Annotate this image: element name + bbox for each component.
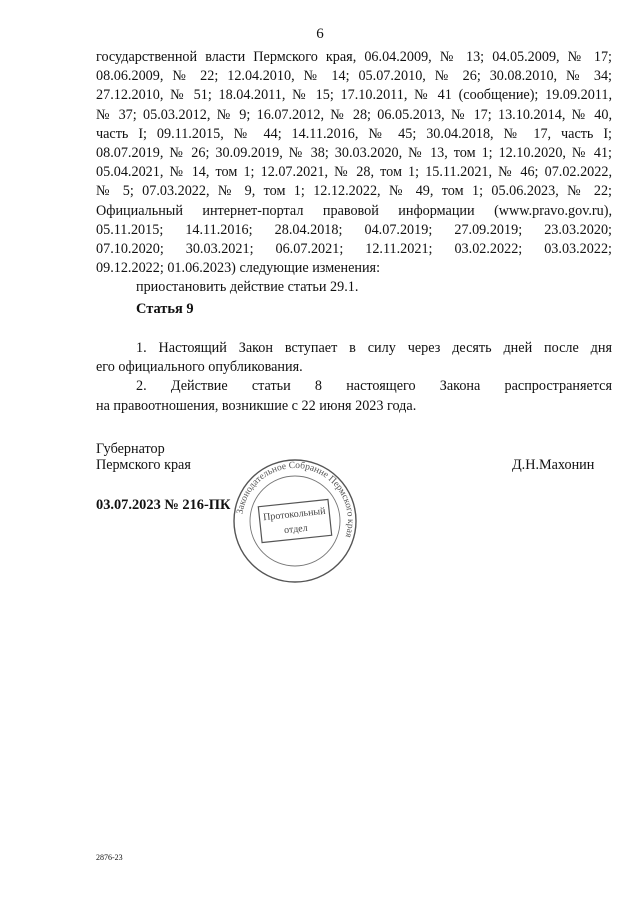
article-item: 1. Настоящий Закон вступает в силу через десять дней после дня bbox=[136, 340, 612, 356]
text-line: государственной власти Пермского края, 06.04.2009, № 13; 04.05.2009, № 17; bbox=[96, 49, 612, 65]
article-item: на правоотношения, возникшие с 22 июня 2023 года. bbox=[96, 397, 417, 414]
article-item: 2. Действие статьи 8 настоящего Закона распространяется bbox=[136, 378, 612, 395]
text-line: 09.12.2022; 01.06.2023) следующие изменения: bbox=[96, 260, 381, 277]
text-line: № 5; 07.03.2022, № 9, том 1; 12.12.2022, № 49, том 1; 05.06.2023, № 22; bbox=[96, 183, 612, 200]
text-line: 08.07.2019, № 26; 30.09.2019, № 38; 30.03.2020, № 13, том 1; 12.10.2020, № 41; bbox=[96, 144, 612, 161]
footer-code: 2876-23 bbox=[96, 853, 123, 862]
text-line: 05.11.2015; 14.11.2016; 28.04.2018; 04.07.2019; 27.09.2019; 23.03.2020; bbox=[96, 221, 612, 238]
signature-title-line: Губернатор bbox=[96, 441, 165, 457]
article-heading: Статья 9 bbox=[136, 301, 194, 317]
text-line: № 37; 05.03.2012, № 9; 16.07.2012, № 28; 06.05.2013, № 17; 13.10.2014, № 40, bbox=[96, 106, 612, 123]
text-line: 07.10.2020; 30.03.2021; 06.07.2021; 12.11.2021; 03.02.2022; 03.03.2022; bbox=[96, 240, 612, 257]
text-line: 27.12.2010, № 51; 18.04.2011, № 15; 17.10.2011, № 41 (сообщение); 19.09.2011, bbox=[96, 87, 612, 104]
amendment-paragraph bbox=[96, 48, 612, 297]
text-line: 08.06.2009, № 22; 12.04.2010, № 14; 05.07.2010, № 26; 30.08.2010, № 34; bbox=[96, 68, 612, 85]
text-line: Официальный интернет-портал правовой информации (www.pravo.gov.ru), bbox=[96, 202, 612, 219]
stamp-inner-line: Протокольный bbox=[262, 505, 326, 524]
article-body bbox=[96, 339, 612, 416]
stamp-inner-line: отдел bbox=[283, 522, 309, 537]
text-line: приостановить действие статьи 29.1. bbox=[136, 279, 359, 296]
page-number: 6 bbox=[316, 26, 324, 42]
signature-title bbox=[96, 441, 191, 473]
article-item: его официального опубликования. bbox=[96, 359, 303, 376]
signature-name: Д.Н.Махонин bbox=[512, 457, 595, 473]
stamp-seal bbox=[232, 458, 358, 584]
stamp-outer-textpath: Законодательное Собрание Пермского края bbox=[235, 460, 356, 539]
text-line: часть I; 09.11.2015, № 44; 14.11.2016, № 45; 30.04.2018, № 17, часть I; bbox=[96, 125, 612, 142]
text-line: 05.04.2021, № 14, том 1; 12.07.2021, № 28, том 1; 15.11.2021, № 46; 07.02.2022, bbox=[96, 164, 612, 181]
date-and-number: 03.07.2023 № 216-ПК bbox=[96, 497, 231, 513]
signature-title-line: Пермского края bbox=[96, 457, 191, 473]
